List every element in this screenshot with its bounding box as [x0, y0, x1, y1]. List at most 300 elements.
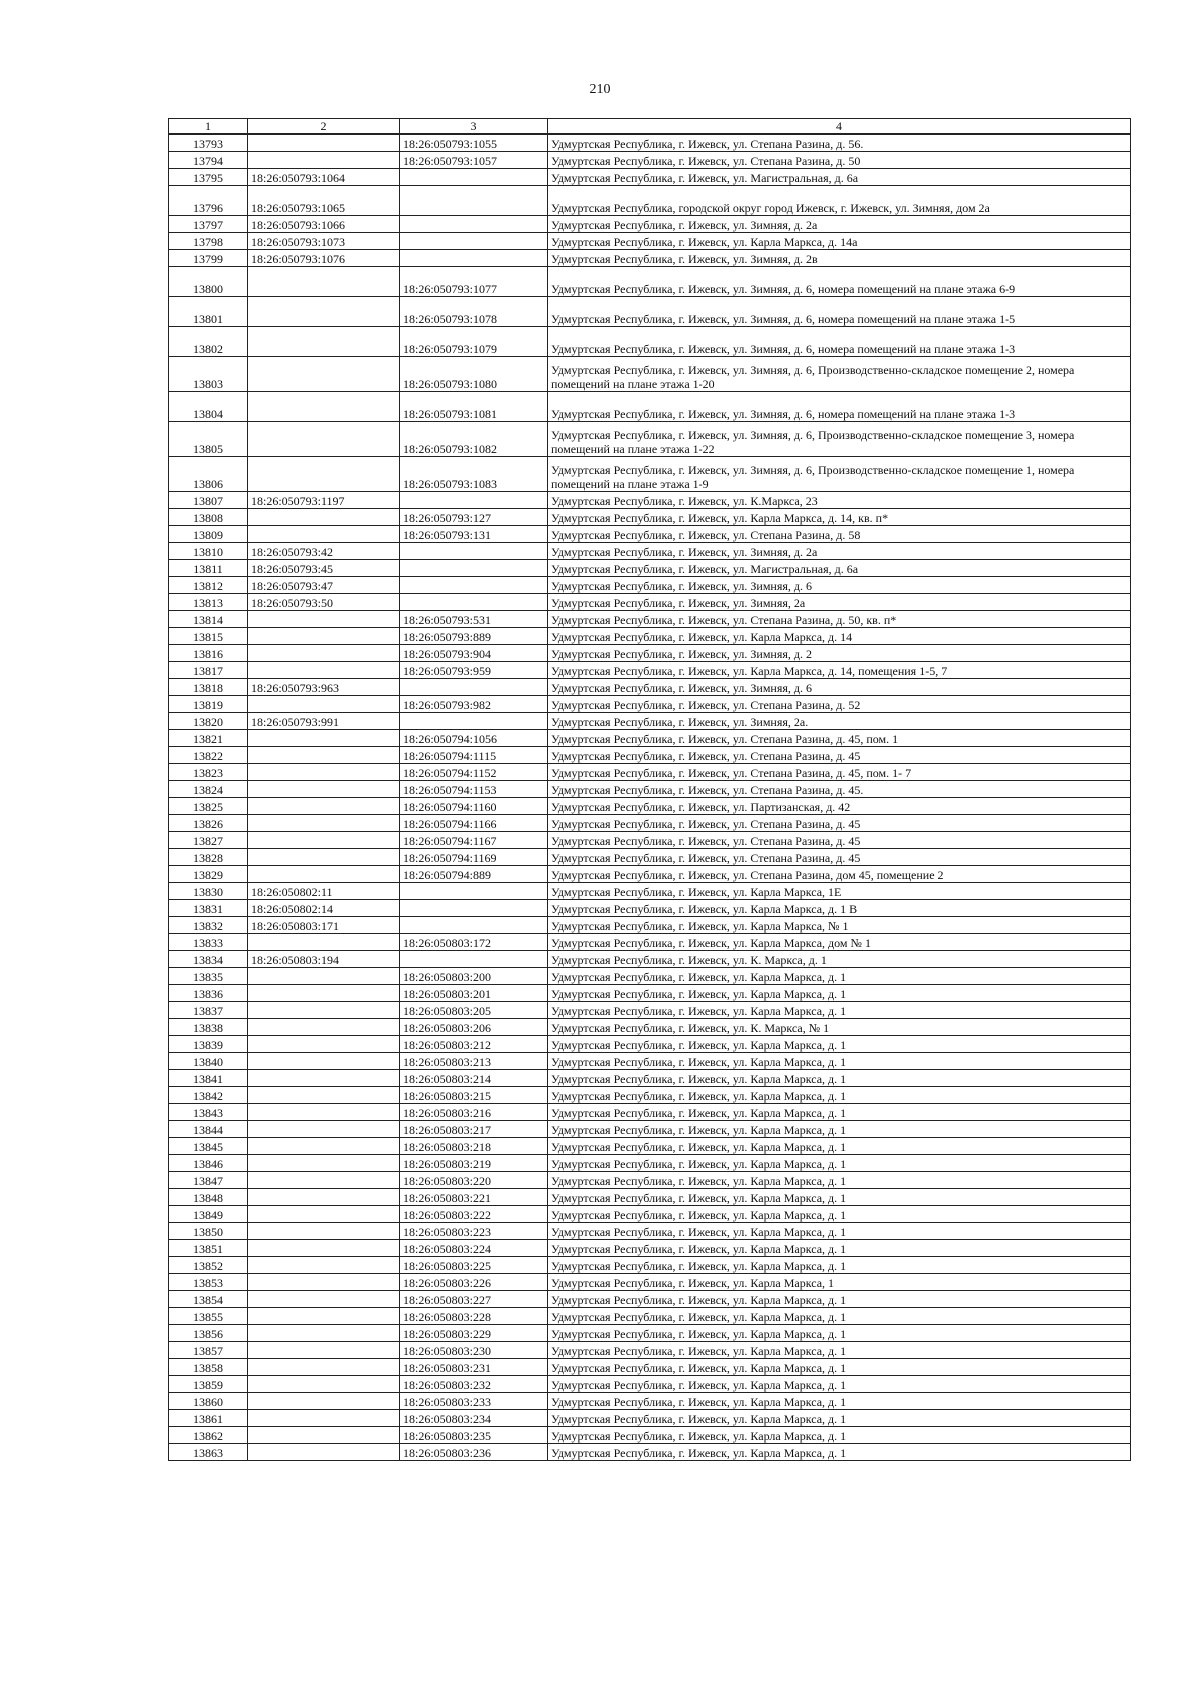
- land-cadastral-number: [248, 1019, 400, 1036]
- row-number: 13836: [169, 985, 248, 1002]
- table-row: [169, 628, 1131, 645]
- land-cadastral-number: 18:26:050803:194: [248, 951, 400, 968]
- row-number: 13847: [169, 1172, 248, 1189]
- address: Удмуртская Республика, г. Ижевск, ул. Зимняя, д. 6: [548, 679, 1131, 696]
- object-cadastral-number: 18:26:050803:218: [400, 1138, 548, 1155]
- table-row: [169, 815, 1131, 832]
- land-cadastral-number: [248, 1138, 400, 1155]
- land-cadastral-number: [248, 662, 400, 679]
- row-number: 13825: [169, 798, 248, 815]
- row-number: 13842: [169, 1087, 248, 1104]
- table-row: [169, 357, 1131, 392]
- row-number: 13838: [169, 1019, 248, 1036]
- land-cadastral-number: [248, 1036, 400, 1053]
- land-cadastral-number: [248, 422, 400, 457]
- land-cadastral-number: 18:26:050793:963: [248, 679, 400, 696]
- table-row: [169, 713, 1131, 730]
- object-cadastral-number: 18:26:050793:1055: [400, 134, 548, 152]
- land-cadastral-number: 18:26:050793:1076: [248, 250, 400, 267]
- address: Удмуртская Республика, г. Ижевск, ул. Зимняя, д. 6, Производственно-складское помещение 1, номера помещений на плане этажа 1-9: [548, 457, 1131, 492]
- row-number: 13846: [169, 1155, 248, 1172]
- address: Удмуртская Республика, г. Ижевск, ул. Карла Маркса, д. 1: [548, 1155, 1131, 1172]
- row-number: 13820: [169, 713, 248, 730]
- object-cadastral-number: 18:26:050803:205: [400, 1002, 548, 1019]
- address: Удмуртская Республика, г. Ижевск, ул. Магистральная, д. 6а: [548, 560, 1131, 577]
- row-number: 13793: [169, 134, 248, 152]
- address: Удмуртская Республика, г. Ижевск, ул. Карла Маркса, д. 1: [548, 1189, 1131, 1206]
- object-cadastral-number: 18:26:050793:904: [400, 645, 548, 662]
- row-number: 13829: [169, 866, 248, 883]
- land-cadastral-number: [248, 457, 400, 492]
- table-row: [169, 1053, 1131, 1070]
- table-row: [169, 1257, 1131, 1274]
- land-cadastral-number: [248, 357, 400, 392]
- address: Удмуртская Республика, г. Ижевск, ул. Карла Маркса, 1Е: [548, 883, 1131, 900]
- address: Удмуртская Республика, г. Ижевск, ул. Карла Маркса, д. 1: [548, 1087, 1131, 1104]
- table-row: [169, 832, 1131, 849]
- row-number: 13828: [169, 849, 248, 866]
- object-cadastral-number: 18:26:050803:213: [400, 1053, 548, 1070]
- land-cadastral-number: [248, 781, 400, 798]
- table-row: [169, 594, 1131, 611]
- land-cadastral-number: [248, 1393, 400, 1410]
- land-cadastral-number: [248, 1342, 400, 1359]
- land-cadastral-number: [248, 1376, 400, 1393]
- row-number: 13817: [169, 662, 248, 679]
- row-number: 13837: [169, 1002, 248, 1019]
- table-row: [169, 1291, 1131, 1308]
- object-cadastral-number: 18:26:050803:222: [400, 1206, 548, 1223]
- object-cadastral-number: 18:26:050803:232: [400, 1376, 548, 1393]
- table-row: [169, 1342, 1131, 1359]
- object-cadastral-number: 18:26:050803:220: [400, 1172, 548, 1189]
- row-number: 13845: [169, 1138, 248, 1155]
- row-number: 13854: [169, 1291, 248, 1308]
- address: Удмуртская Республика, г. Ижевск, ул. Карла Маркса, д. 1: [548, 1070, 1131, 1087]
- land-cadastral-number: [248, 1410, 400, 1427]
- object-cadastral-number: [400, 186, 548, 216]
- land-cadastral-number: [248, 152, 400, 169]
- row-number: 13853: [169, 1274, 248, 1291]
- address: Удмуртская Республика, г. Ижевск, ул. Степана Разина, д. 45: [548, 815, 1131, 832]
- table-row: [169, 1002, 1131, 1019]
- address: Удмуртская Республика, г. Ижевск, ул. К. Маркса, д. 1: [548, 951, 1131, 968]
- row-number: 13857: [169, 1342, 248, 1359]
- address: Удмуртская Республика, г. Ижевск, ул. Степана Разина, д. 56.: [548, 134, 1131, 152]
- row-number: 13852: [169, 1257, 248, 1274]
- address: Удмуртская Республика, г. Ижевск, ул. Зимняя, д. 2а: [548, 216, 1131, 233]
- row-number: 13816: [169, 645, 248, 662]
- land-cadastral-number: [248, 1053, 400, 1070]
- table-row: [169, 297, 1131, 327]
- land-cadastral-number: 18:26:050793:1073: [248, 233, 400, 250]
- address: Удмуртская Республика, г. Ижевск, ул. Карла Маркса, д. 1 В: [548, 900, 1131, 917]
- object-cadastral-number: 18:26:050803:226: [400, 1274, 548, 1291]
- address: Удмуртская Республика, г. Ижевск, ул. Зимняя, д. 6, номера помещений на плане этажа 6-9: [548, 267, 1131, 297]
- address: Удмуртская Республика, г. Ижевск, ул. Карла Маркса, д. 14, помещения 1-5, 7: [548, 662, 1131, 679]
- land-cadastral-number: [248, 832, 400, 849]
- address: Удмуртская Республика, г. Ижевск, ул. Партизанская, д. 42: [548, 798, 1131, 815]
- object-cadastral-number: 18:26:050803:227: [400, 1291, 548, 1308]
- land-cadastral-number: [248, 934, 400, 951]
- object-cadastral-number: 18:26:050803:214: [400, 1070, 548, 1087]
- object-cadastral-number: 18:26:050794:1056: [400, 730, 548, 747]
- table-row: [169, 645, 1131, 662]
- object-cadastral-number: 18:26:050793:1083: [400, 457, 548, 492]
- address: Удмуртская Республика, г. Ижевск, ул. Карла Маркса, 1: [548, 1274, 1131, 1291]
- land-cadastral-number: [248, 1444, 400, 1461]
- object-cadastral-number: 18:26:050793:1081: [400, 392, 548, 422]
- address: Удмуртская Республика, г. Ижевск, ул. Карла Маркса, д. 14, кв. п*: [548, 509, 1131, 526]
- address: Удмуртская Республика, г. Ижевск, ул. Степана Разина, д. 45.: [548, 781, 1131, 798]
- object-cadastral-number: 18:26:050803:206: [400, 1019, 548, 1036]
- address: Удмуртская Республика, г. Ижевск, ул. Зимняя, 2а.: [548, 713, 1131, 730]
- row-number: 13843: [169, 1104, 248, 1121]
- table-row: [169, 883, 1131, 900]
- object-cadastral-number: 18:26:050803:216: [400, 1104, 548, 1121]
- address: Удмуртская Республика, г. Ижевск, ул. Зимняя, д. 2а: [548, 543, 1131, 560]
- row-number: 13858: [169, 1359, 248, 1376]
- address: Удмуртская Республика, г. Ижевск, ул. К.Маркса, 23: [548, 492, 1131, 509]
- row-number: 13803: [169, 357, 248, 392]
- land-cadastral-number: [248, 1206, 400, 1223]
- object-cadastral-number: 18:26:050793:531: [400, 611, 548, 628]
- object-cadastral-number: [400, 169, 548, 186]
- object-cadastral-number: 18:26:050803:235: [400, 1427, 548, 1444]
- object-cadastral-number: 18:26:050803:219: [400, 1155, 548, 1172]
- table-row: [169, 169, 1131, 186]
- table-row: [169, 1393, 1131, 1410]
- object-cadastral-number: 18:26:050793:1080: [400, 357, 548, 392]
- object-cadastral-number: 18:26:050793:131: [400, 526, 548, 543]
- table-row: [169, 611, 1131, 628]
- land-cadastral-number: 18:26:050793:1065: [248, 186, 400, 216]
- row-number: 13850: [169, 1223, 248, 1240]
- land-cadastral-number: 18:26:050793:45: [248, 560, 400, 577]
- object-cadastral-number: 18:26:050803:215: [400, 1087, 548, 1104]
- row-number: 13832: [169, 917, 248, 934]
- table-row: [169, 798, 1131, 815]
- address: Удмуртская Республика, г. Ижевск, ул. Карла Маркса, д. 1: [548, 1002, 1131, 1019]
- address: Удмуртская Республика, г. Ижевск, ул. Зимняя, 2а: [548, 594, 1131, 611]
- table-row: [169, 186, 1131, 216]
- address: Удмуртская Республика, г. Ижевск, ул. Карла Маркса, д. 1: [548, 1257, 1131, 1274]
- address: Удмуртская Республика, г. Ижевск, ул. Карла Маркса, д. 1: [548, 1104, 1131, 1121]
- table-row: [169, 327, 1131, 357]
- table-row: [169, 968, 1131, 985]
- address: Удмуртская Республика, г. Ижевск, ул. Зимняя, д. 6, Производственно-складское помещение 3, номера помещений на плане этажа 1-22: [548, 422, 1131, 457]
- address: Удмуртская Республика, г. Ижевск, ул. Карла Маркса, д. 1: [548, 1444, 1131, 1461]
- table-row: [169, 764, 1131, 781]
- land-cadastral-number: [248, 1070, 400, 1087]
- table-row: [169, 1155, 1131, 1172]
- object-cadastral-number: 18:26:050803:236: [400, 1444, 548, 1461]
- row-number: 13811: [169, 560, 248, 577]
- table-row: [169, 526, 1131, 543]
- address: Удмуртская Республика, г. Ижевск, ул. Карла Маркса, д. 1: [548, 1291, 1131, 1308]
- address: Удмуртская Республика, г. Ижевск, ул. Карла Маркса, д. 1: [548, 1240, 1131, 1257]
- row-number: 13796: [169, 186, 248, 216]
- address: Удмуртская Республика, городской округ город Ижевск, г. Ижевск, ул. Зимняя, дом 2а: [548, 186, 1131, 216]
- row-number: 13855: [169, 1308, 248, 1325]
- land-cadastral-number: 18:26:050803:171: [248, 917, 400, 934]
- table-row: [169, 250, 1131, 267]
- table-row: [169, 492, 1131, 509]
- object-cadastral-number: 18:26:050793:1079: [400, 327, 548, 357]
- row-number: 13818: [169, 679, 248, 696]
- object-cadastral-number: 18:26:050803:172: [400, 934, 548, 951]
- row-number: 13834: [169, 951, 248, 968]
- object-cadastral-number: 18:26:050803:229: [400, 1325, 548, 1342]
- table-row: [169, 457, 1131, 492]
- row-number: 13840: [169, 1053, 248, 1070]
- address: Удмуртская Республика, г. Ижевск, ул. Карла Маркса, д. 14а: [548, 233, 1131, 250]
- land-cadastral-number: 18:26:050793:991: [248, 713, 400, 730]
- registry-table: [168, 118, 1131, 1461]
- object-cadastral-number: 18:26:050803:200: [400, 968, 548, 985]
- row-number: 13797: [169, 216, 248, 233]
- land-cadastral-number: 18:26:050793:50: [248, 594, 400, 611]
- table-row: [169, 1138, 1131, 1155]
- table-row: [169, 1359, 1131, 1376]
- address: Удмуртская Республика, г. Ижевск, ул. Карла Маркса, д. 1: [548, 1053, 1131, 1070]
- address: Удмуртская Республика, г. Ижевск, ул. Степана Разина, д. 58: [548, 526, 1131, 543]
- address: Удмуртская Республика, г. Ижевск, ул. Карла Маркса, д. 1: [548, 1172, 1131, 1189]
- row-number: 13849: [169, 1206, 248, 1223]
- land-cadastral-number: [248, 1189, 400, 1206]
- column-header-2: 2: [248, 119, 400, 135]
- row-number: 13827: [169, 832, 248, 849]
- row-number: 13823: [169, 764, 248, 781]
- table-row: [169, 1376, 1131, 1393]
- land-cadastral-number: [248, 392, 400, 422]
- table-row: [169, 267, 1131, 297]
- row-number: 13814: [169, 611, 248, 628]
- object-cadastral-number: [400, 594, 548, 611]
- row-number: 13826: [169, 815, 248, 832]
- object-cadastral-number: [400, 951, 548, 968]
- land-cadastral-number: [248, 730, 400, 747]
- row-number: 13794: [169, 152, 248, 169]
- land-cadastral-number: [248, 327, 400, 357]
- land-cadastral-number: [248, 267, 400, 297]
- object-cadastral-number: 18:26:050803:212: [400, 1036, 548, 1053]
- object-cadastral-number: [400, 543, 548, 560]
- table-row: [169, 1189, 1131, 1206]
- land-cadastral-number: [248, 628, 400, 645]
- object-cadastral-number: [400, 560, 548, 577]
- row-number: 13798: [169, 233, 248, 250]
- address: Удмуртская Республика, г. Ижевск, ул. Карла Маркса, д. 1: [548, 1308, 1131, 1325]
- object-cadastral-number: 18:26:050803:234: [400, 1410, 548, 1427]
- object-cadastral-number: 18:26:050794:1115: [400, 747, 548, 764]
- table-row: [169, 934, 1131, 951]
- land-cadastral-number: [248, 696, 400, 713]
- address: Удмуртская Республика, г. Ижевск, ул. Карла Маркса, д. 1: [548, 1036, 1131, 1053]
- object-cadastral-number: 18:26:050794:1167: [400, 832, 548, 849]
- table-row: [169, 216, 1131, 233]
- row-number: 13819: [169, 696, 248, 713]
- row-number: 13821: [169, 730, 248, 747]
- object-cadastral-number: 18:26:050803:201: [400, 985, 548, 1002]
- table-row: [169, 1036, 1131, 1053]
- row-number: 13806: [169, 457, 248, 492]
- land-cadastral-number: [248, 747, 400, 764]
- address: Удмуртская Республика, г. Ижевск, ул. Карла Маркса, д. 1: [548, 985, 1131, 1002]
- table-row: [169, 577, 1131, 594]
- object-cadastral-number: 18:26:050793:1057: [400, 152, 548, 169]
- address: Удмуртская Республика, г. Ижевск, ул. Зимняя, д. 6, номера помещений на плане этажа 1-5: [548, 297, 1131, 327]
- land-cadastral-number: 18:26:050793:1064: [248, 169, 400, 186]
- land-cadastral-number: [248, 849, 400, 866]
- table-row: [169, 696, 1131, 713]
- object-cadastral-number: [400, 713, 548, 730]
- table-row: [169, 560, 1131, 577]
- address: Удмуртская Республика, г. Ижевск, ул. Степана Разина, д. 52: [548, 696, 1131, 713]
- object-cadastral-number: 18:26:050803:225: [400, 1257, 548, 1274]
- land-cadastral-number: 18:26:050793:47: [248, 577, 400, 594]
- address: Удмуртская Республика, г. Ижевск, ул. Зимняя, д. 2: [548, 645, 1131, 662]
- address: Удмуртская Республика, г. Ижевск, ул. Карла Маркса, дом № 1: [548, 934, 1131, 951]
- row-number: 13841: [169, 1070, 248, 1087]
- address: Удмуртская Республика, г. Ижевск, ул. Карла Маркса, д. 1: [548, 1121, 1131, 1138]
- object-cadastral-number: 18:26:050794:1166: [400, 815, 548, 832]
- land-cadastral-number: [248, 645, 400, 662]
- address: Удмуртская Республика, г. Ижевск, ул. Карла Маркса, д. 1: [548, 1138, 1131, 1155]
- land-cadastral-number: [248, 611, 400, 628]
- table-row: [169, 1206, 1131, 1223]
- object-cadastral-number: 18:26:050793:889: [400, 628, 548, 645]
- table-row: [169, 1121, 1131, 1138]
- row-number: 13804: [169, 392, 248, 422]
- object-cadastral-number: 18:26:050803:223: [400, 1223, 548, 1240]
- column-header-3: 3: [400, 119, 548, 135]
- object-cadastral-number: 18:26:050793:1078: [400, 297, 548, 327]
- land-cadastral-number: 18:26:050802:14: [248, 900, 400, 917]
- address: Удмуртская Республика, г. Ижевск, ул. Карла Маркса, д. 1: [548, 1376, 1131, 1393]
- object-cadastral-number: 18:26:050793:1082: [400, 422, 548, 457]
- table-row: [169, 152, 1131, 169]
- land-cadastral-number: [248, 968, 400, 985]
- object-cadastral-number: 18:26:050803:230: [400, 1342, 548, 1359]
- row-number: 13833: [169, 934, 248, 951]
- row-number: 13862: [169, 1427, 248, 1444]
- table-header-row: [169, 119, 1131, 135]
- table-row: [169, 781, 1131, 798]
- object-cadastral-number: 18:26:050793:982: [400, 696, 548, 713]
- table-row: [169, 1104, 1131, 1121]
- object-cadastral-number: 18:26:050794:889: [400, 866, 548, 883]
- table-row: [169, 900, 1131, 917]
- registry-body: [169, 134, 1131, 1461]
- row-number: 13835: [169, 968, 248, 985]
- table-row: [169, 730, 1131, 747]
- row-number: 13802: [169, 327, 248, 357]
- row-number: 13851: [169, 1240, 248, 1257]
- address: Удмуртская Республика, г. Ижевск, ул. К. Маркса, № 1: [548, 1019, 1131, 1036]
- object-cadastral-number: 18:26:050794:1169: [400, 849, 548, 866]
- address: Удмуртская Республика, г. Ижевск, ул. Степана Разина, д. 50, кв. п*: [548, 611, 1131, 628]
- table-row: [169, 951, 1131, 968]
- row-number: 13800: [169, 267, 248, 297]
- land-cadastral-number: [248, 1223, 400, 1240]
- object-cadastral-number: 18:26:050803:224: [400, 1240, 548, 1257]
- row-number: 13839: [169, 1036, 248, 1053]
- land-cadastral-number: 18:26:050793:1197: [248, 492, 400, 509]
- table-row: [169, 1172, 1131, 1189]
- address: Удмуртская Республика, г. Ижевск, ул. Карла Маркса, д. 1: [548, 1223, 1131, 1240]
- row-number: 13822: [169, 747, 248, 764]
- land-cadastral-number: [248, 1257, 400, 1274]
- row-number: 13831: [169, 900, 248, 917]
- address: Удмуртская Республика, г. Ижевск, ул. Карла Маркса, д. 1: [548, 1342, 1131, 1359]
- object-cadastral-number: 18:26:050803:231: [400, 1359, 548, 1376]
- object-cadastral-number: 18:26:050794:1153: [400, 781, 548, 798]
- table-row: [169, 679, 1131, 696]
- address: Удмуртская Республика, г. Ижевск, ул. Степана Разина, д. 45, пом. 1- 7: [548, 764, 1131, 781]
- address: Удмуртская Республика, г. Ижевск, ул. Карла Маркса, № 1: [548, 917, 1131, 934]
- land-cadastral-number: [248, 1172, 400, 1189]
- object-cadastral-number: 18:26:050803:233: [400, 1393, 548, 1410]
- land-cadastral-number: [248, 1087, 400, 1104]
- address: Удмуртская Республика, г. Ижевск, ул. Карла Маркса, д. 14: [548, 628, 1131, 645]
- row-number: 13863: [169, 1444, 248, 1461]
- object-cadastral-number: 18:26:050803:221: [400, 1189, 548, 1206]
- table-row: [169, 1274, 1131, 1291]
- address: Удмуртская Республика, г. Ижевск, ул. Карла Маркса, д. 1: [548, 1427, 1131, 1444]
- row-number: 13848: [169, 1189, 248, 1206]
- row-number: 13813: [169, 594, 248, 611]
- object-cadastral-number: [400, 900, 548, 917]
- page-number: 210: [589, 82, 611, 97]
- table-row: [169, 1444, 1131, 1461]
- address: Удмуртская Республика, г. Ижевск, ул. Карла Маркса, д. 1: [548, 1410, 1131, 1427]
- land-cadastral-number: [248, 1240, 400, 1257]
- land-cadastral-number: [248, 1291, 400, 1308]
- object-cadastral-number: [400, 492, 548, 509]
- table-row: [169, 233, 1131, 250]
- object-cadastral-number: [400, 679, 548, 696]
- address: Удмуртская Республика, г. Ижевск, ул. Карла Маркса, д. 1: [548, 1359, 1131, 1376]
- land-cadastral-number: [248, 1427, 400, 1444]
- object-cadastral-number: 18:26:050803:228: [400, 1308, 548, 1325]
- row-number: 13844: [169, 1121, 248, 1138]
- address: Удмуртская Республика, г. Ижевск, ул. Карла Маркса, д. 1: [548, 1206, 1131, 1223]
- table-row: [169, 543, 1131, 560]
- land-cadastral-number: [248, 509, 400, 526]
- row-number: 13861: [169, 1410, 248, 1427]
- object-cadastral-number: [400, 917, 548, 934]
- address: Удмуртская Республика, г. Ижевск, ул. Зимняя, д. 6, номера помещений на плане этажа 1-3: [548, 327, 1131, 357]
- table-row: [169, 662, 1131, 679]
- table-row: [169, 134, 1131, 152]
- address: Удмуртская Республика, г. Ижевск, ул. Степана Разина, д. 45: [548, 832, 1131, 849]
- object-cadastral-number: [400, 577, 548, 594]
- table-row: [169, 917, 1131, 934]
- row-number: 13856: [169, 1325, 248, 1342]
- address: Удмуртская Республика, г. Ижевск, ул. Степана Разина, д. 50: [548, 152, 1131, 169]
- land-cadastral-number: [248, 1121, 400, 1138]
- column-header-4: 4: [548, 119, 1131, 135]
- land-cadastral-number: [248, 1325, 400, 1342]
- row-number: 13830: [169, 883, 248, 900]
- row-number: 13795: [169, 169, 248, 186]
- object-cadastral-number: 18:26:050793:127: [400, 509, 548, 526]
- object-cadastral-number: [400, 233, 548, 250]
- table-row: [169, 1087, 1131, 1104]
- address: Удмуртская Республика, г. Ижевск, ул. Степана Разина, д. 45, пом. 1: [548, 730, 1131, 747]
- table-row: [169, 1240, 1131, 1257]
